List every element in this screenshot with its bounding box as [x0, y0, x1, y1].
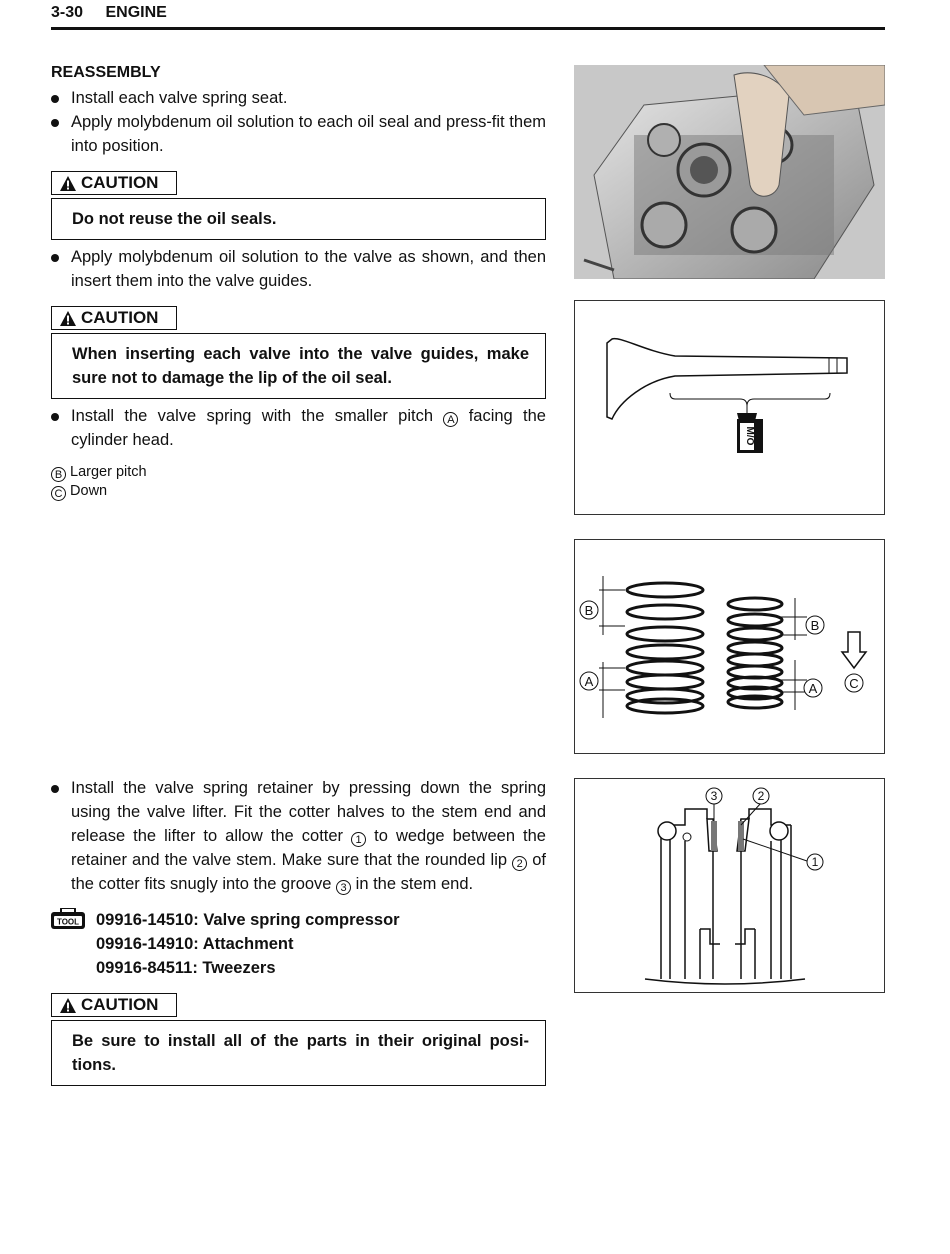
spring-label-b-right: B — [810, 618, 820, 633]
legend-text: Larger pitch — [70, 464, 147, 480]
tool-icon-label: TOOL — [56, 917, 80, 927]
caution-label — [51, 171, 177, 195]
mo-label: M/O — [744, 426, 755, 446]
tool-list — [96, 908, 400, 980]
section-title: ENGINE — [105, 4, 167, 21]
list-item-text: Install the valve spring retainer by pressing down the spring using the valve lifter. Fit the cotter halves to the stem end and release the lifter to allow the cotter — [71, 779, 546, 845]
list-item — [51, 110, 546, 158]
spring-label-a-right: A — [808, 681, 818, 696]
caution-text: Do not reuse the oil seals. — [72, 210, 277, 228]
bullet-dot — [51, 95, 59, 103]
list-item — [51, 245, 546, 293]
callout-b: B — [51, 467, 66, 482]
caution-label — [51, 306, 177, 330]
caution-text: When inserting each valve into the valve guides, make sure not to damage the lip of the oil seal. — [72, 345, 529, 387]
spring-label-c: C — [849, 676, 859, 691]
spring-label-a-left: A — [584, 674, 594, 689]
tool-item: 09916-84511: Tweezers — [96, 959, 276, 977]
legend-c — [51, 482, 107, 501]
retainer-label-3: 3 — [710, 789, 718, 803]
reassembly-heading: REASSEMBLY — [51, 64, 161, 81]
warning-triangle-icon — [60, 176, 76, 191]
list-item-text: in the stem end. — [355, 875, 474, 893]
bullet-dot — [51, 254, 59, 262]
list-item-text: Apply molybdenum oil solution to each oil seal and press-fit them into position. — [71, 113, 546, 155]
page-header — [51, 4, 885, 30]
valve-oil-figure — [574, 300, 885, 515]
caution-label-text: CAUTION — [81, 173, 159, 192]
page-number: 3-30 — [51, 4, 84, 21]
retainer-label-2: 2 — [757, 789, 765, 803]
caution-label-text: CAUTION — [81, 995, 159, 1014]
list-item-text: Install each valve spring seat. — [71, 89, 288, 107]
bullet-dot — [51, 119, 59, 127]
list-item-text: Apply molybdenum oil solution to the valve as shown, and then insert them into the valve guides. — [71, 248, 546, 290]
list-item — [51, 86, 546, 110]
spring-label-b-left: B — [584, 603, 594, 618]
list-item-text: of the cotter fits snugly into the groove — [71, 851, 546, 893]
list-item-text: facing the cylinder head. — [71, 407, 546, 449]
callout-c: C — [51, 486, 66, 501]
down-arrow-icon — [842, 632, 866, 668]
tool-item: 09916-14510: Valve spring compressor — [96, 911, 400, 929]
retainer-label-1: 1 — [811, 855, 819, 869]
spring-pitch-figure — [574, 539, 885, 754]
callout-2: 2 — [512, 856, 527, 871]
warning-triangle-icon — [60, 998, 76, 1013]
legend-text: Down — [70, 483, 108, 499]
caution-box — [51, 198, 546, 240]
list-item — [51, 776, 546, 896]
caution-label-text: CAUTION — [81, 308, 159, 327]
bullet-dot — [51, 785, 59, 793]
callout-1: 1 — [351, 832, 366, 847]
caution-text: Be sure to install all of the parts in their original posi-tions. — [72, 1032, 529, 1074]
bullet-dot — [51, 413, 59, 421]
warning-triangle-icon — [60, 311, 76, 326]
caution-box — [51, 1020, 546, 1086]
legend-b — [51, 463, 147, 482]
cylinder-head-photo — [574, 65, 885, 279]
cotter-retainer-figure — [574, 778, 885, 993]
list-item — [51, 404, 546, 452]
list-item-text: to wedge between the retainer and the valve stem. Make sure that the rounded lip — [71, 827, 546, 869]
caution-label — [51, 993, 177, 1017]
tool-icon — [51, 908, 85, 935]
list-item-text: Install the valve spring with the smaller pitch — [71, 407, 434, 425]
callout-a: A — [443, 412, 458, 427]
tool-item: 09916-14910: Attachment — [96, 935, 294, 953]
callout-3: 3 — [336, 880, 351, 895]
caution-box — [51, 333, 546, 399]
